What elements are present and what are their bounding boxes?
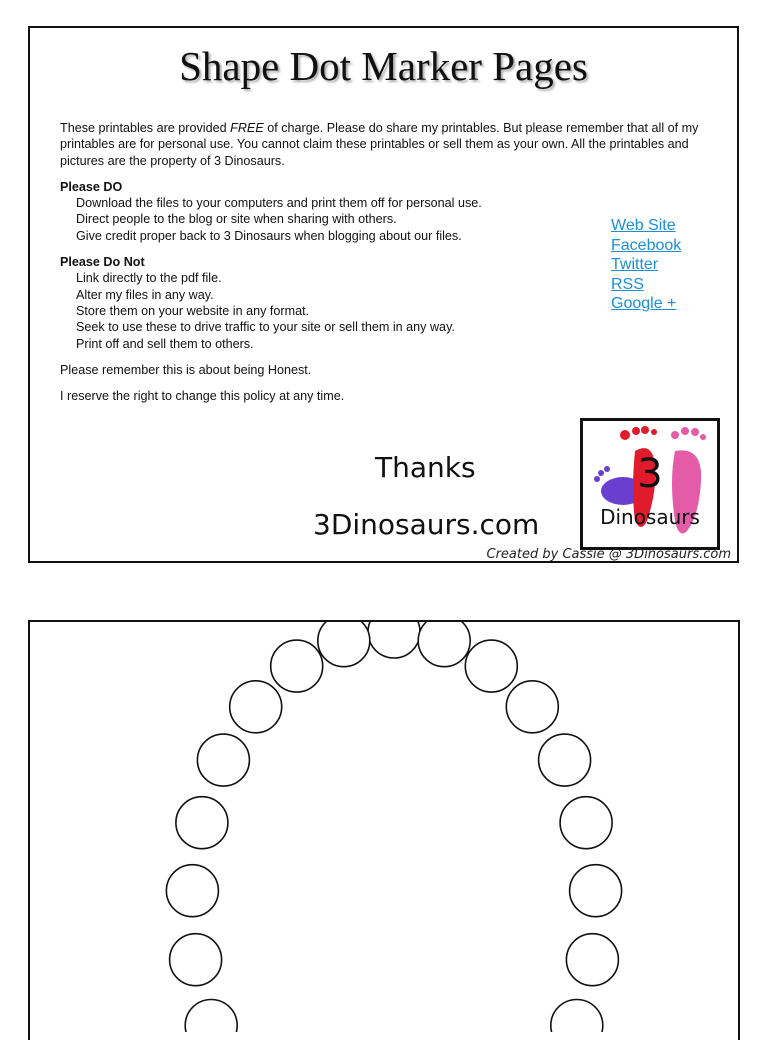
do-not-item: Print off and sell them to others. <box>76 336 254 351</box>
policy-note: I reserve the right to change this policy at any time. <box>60 389 345 404</box>
do-not-item: Seek to use these to drive traffic to your site or sell them in any way. <box>76 320 455 335</box>
do-not-item: Store them on your website in any format. <box>76 303 310 318</box>
terms-page <box>28 26 739 563</box>
terms-text <box>60 120 700 404</box>
google-plus-link[interactable]: Google + <box>611 295 677 312</box>
dot-circle <box>166 865 218 917</box>
twitter-link[interactable]: Twitter <box>611 256 659 273</box>
do-not-item: Link directly to the pdf file. <box>76 271 222 286</box>
dot-circle <box>368 622 420 658</box>
dot-circle <box>176 797 228 849</box>
thanks-text: Thanks <box>375 451 476 484</box>
dot-circle <box>566 934 618 986</box>
logo-word: Dinosaurs <box>600 505 700 529</box>
page-title: Shape Dot Marker Pages <box>179 43 588 89</box>
circle-dot-page <box>28 620 740 1040</box>
dinosaurs-logo <box>580 418 720 550</box>
logo-number: 3 <box>637 451 663 497</box>
honest-note: Please remember this is about being Honest. <box>60 362 312 377</box>
facebook-link[interactable]: Facebook <box>611 236 682 254</box>
intro-paragraph <box>60 120 700 169</box>
site-name: 3Dinosaurs.com <box>313 508 540 541</box>
do-item: Direct people to the blog or site when sharing with others. <box>76 212 397 227</box>
dot-circle <box>560 797 612 849</box>
dot-circle <box>570 865 622 917</box>
web-site-link[interactable]: Web Site <box>611 217 676 234</box>
dot-circle <box>539 734 591 786</box>
dot-circle <box>197 734 249 786</box>
social-links <box>611 216 681 314</box>
do-heading: Please DO <box>60 179 123 194</box>
dot-circle <box>465 640 517 692</box>
do-not-heading: Please Do Not <box>60 255 145 270</box>
dot-circle <box>318 622 370 667</box>
credit-text: Created by Cassie @ 3Dinosaurs.com <box>486 547 731 562</box>
dot-circle <box>230 681 282 733</box>
dot-circle <box>418 622 470 667</box>
dot-circle <box>506 681 558 733</box>
intro-text-start: These printables are provided <box>60 121 231 135</box>
intro-text-end: of charge. Please do share my printables. But please remember that all of my printables are for personal use. You cannot claim these printables or sell them as your own. All the printables and pictures are the property of 3 Dinosaurs. <box>60 121 699 168</box>
dot-circle-shape <box>30 622 742 1032</box>
intro-emphasis: FREE <box>230 121 264 135</box>
rss-link[interactable]: RSS <box>611 275 644 293</box>
dot-circle <box>185 1000 237 1033</box>
do-item: Give credit proper back to 3 Dinosaurs when blogging about our files. <box>76 228 462 243</box>
dot-circle <box>170 934 222 986</box>
dot-circle <box>551 1000 603 1033</box>
do-item: Download the files to your computers and print them off for personal use. <box>76 196 482 211</box>
dot-circle <box>271 640 323 692</box>
do-not-item: Alter my files in any way. <box>76 287 214 302</box>
